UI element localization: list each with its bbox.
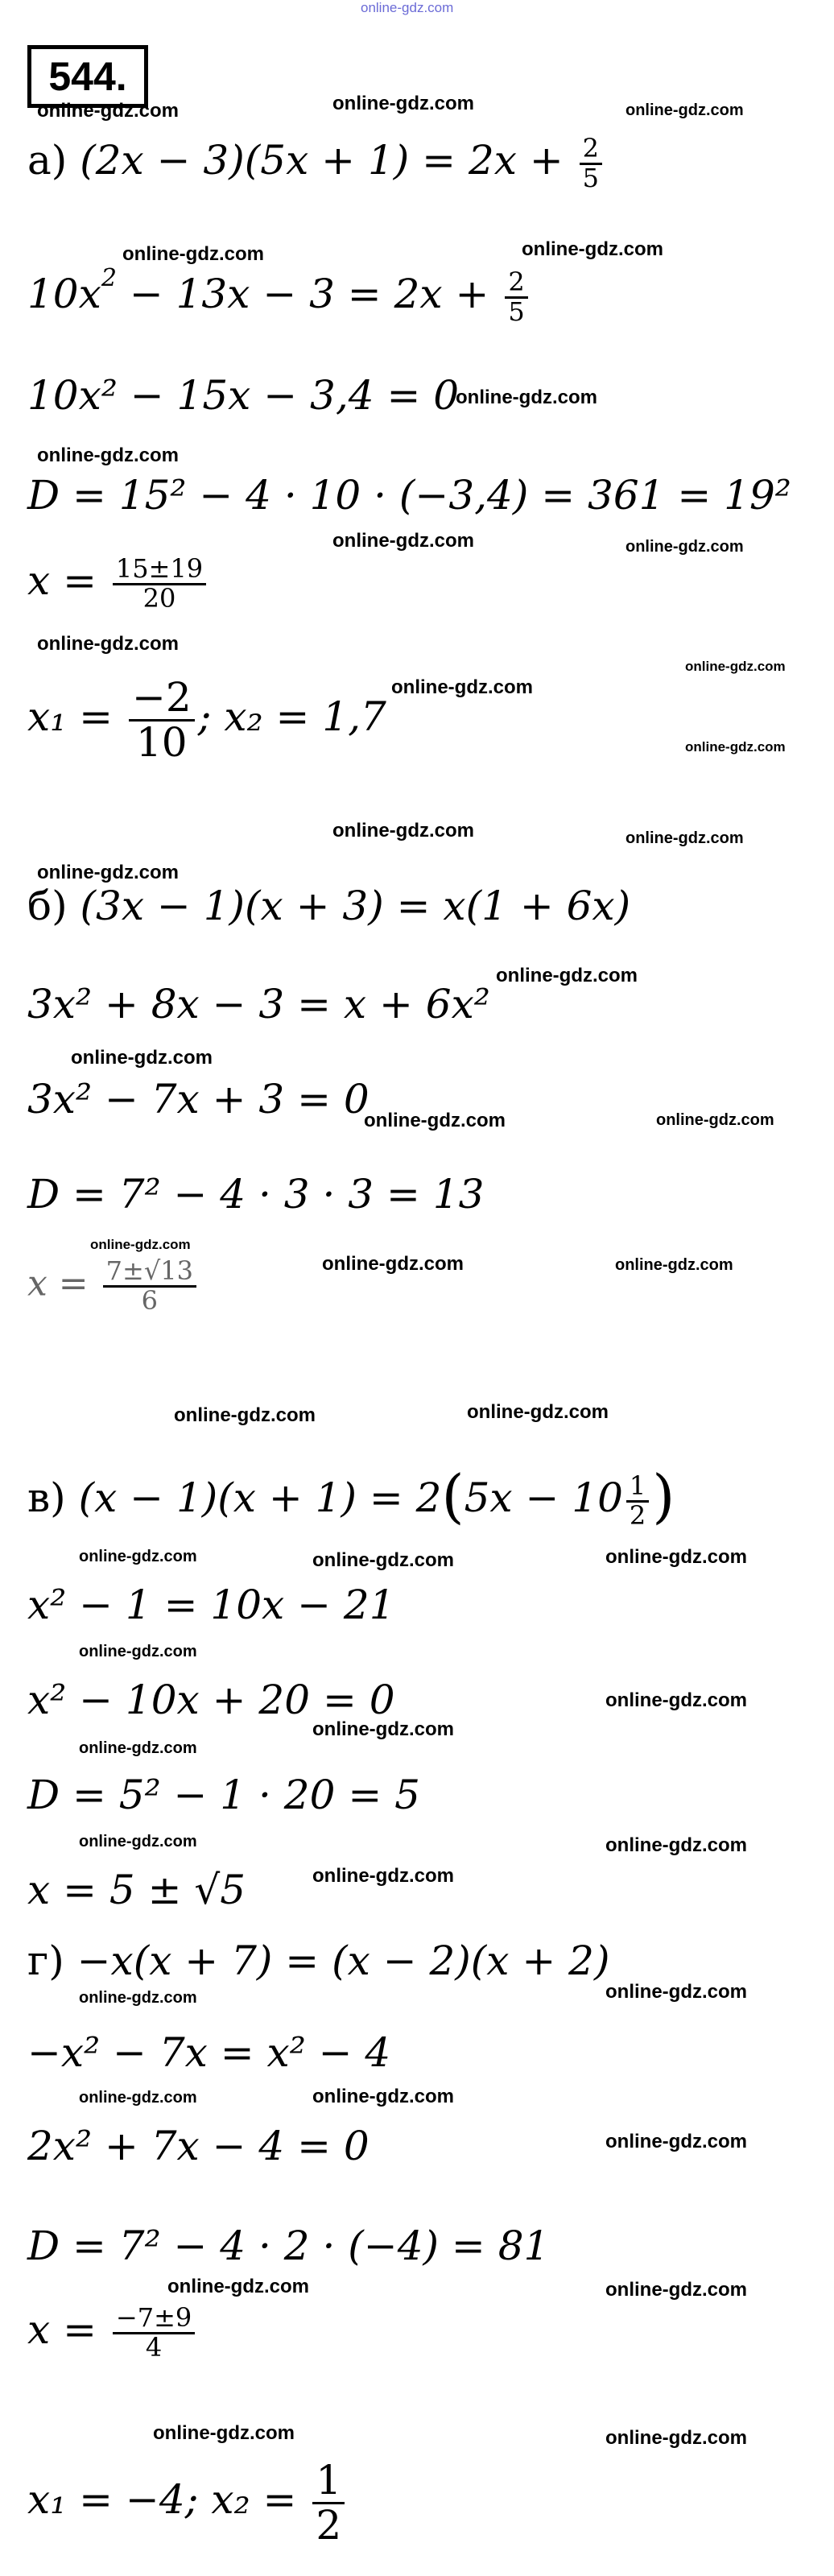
watermark: online-gdz.com bbox=[79, 1989, 197, 2007]
watermark: online-gdz.com bbox=[312, 1549, 454, 1571]
part-a-equation-1 bbox=[27, 135, 605, 192]
fraction-numerator: −2 bbox=[129, 676, 195, 722]
fraction-denominator: 5 bbox=[582, 162, 600, 193]
watermark: online-gdz.com bbox=[79, 1643, 197, 1660]
fraction-numerator: −7±9 bbox=[113, 2305, 195, 2334]
watermark: online-gdz.com bbox=[496, 965, 638, 986]
part-g-equation-6 bbox=[27, 2457, 348, 2549]
watermark: online-gdz.com bbox=[626, 538, 744, 556]
part-a-eq6-rest: ; x₂ = 1,7 bbox=[197, 693, 386, 740]
fraction-denominator: 20 bbox=[142, 582, 176, 614]
part-a-eq1-left: (2x − 3)(5x + 1) = 2x + bbox=[80, 137, 564, 184]
watermark: online-gdz.com bbox=[174, 1404, 316, 1426]
fraction bbox=[505, 269, 527, 325]
part-a-eq2-mid: − 13x − 3 = 2x + bbox=[116, 271, 489, 318]
fraction bbox=[312, 2457, 345, 2549]
watermark: online-gdz.com bbox=[37, 444, 179, 466]
fraction-denominator: 2 bbox=[629, 1499, 646, 1531]
watermark: online-gdz.com bbox=[312, 1718, 454, 1740]
watermark: online-gdz.com bbox=[332, 93, 474, 114]
fraction-denominator: 4 bbox=[145, 2331, 163, 2363]
part-b-equation-5 bbox=[27, 1255, 200, 1316]
fraction bbox=[113, 2302, 195, 2363]
part-v-equation-5: x = 5 ± √5 bbox=[27, 1867, 246, 1913]
part-g-eq5-left: x = bbox=[27, 2306, 97, 2354]
watermark: online-gdz.com bbox=[467, 1401, 609, 1423]
watermark: online-gdz.com bbox=[71, 1047, 213, 1069]
watermark: online-gdz.com bbox=[605, 1546, 747, 1568]
watermark: online-gdz.com bbox=[312, 2086, 454, 2107]
fraction-denominator: 6 bbox=[141, 1284, 158, 1316]
fraction-numerator: 1 bbox=[626, 1473, 649, 1503]
watermark: online-gdz.com bbox=[153, 2422, 295, 2444]
watermark: online-gdz.com bbox=[391, 676, 533, 698]
watermark: online-gdz.com bbox=[605, 2131, 747, 2152]
watermark: online-gdz.com bbox=[615, 1256, 733, 1274]
watermark: online-gdz.com bbox=[626, 829, 744, 847]
problem-number: 544. bbox=[27, 45, 148, 108]
part-g-label: г) bbox=[27, 1937, 64, 1984]
part-a-eq2-left: 10x bbox=[27, 271, 101, 318]
part-b-eq5-left: x = bbox=[27, 1263, 89, 1305]
part-v-eq1-inner: 5x − 10 bbox=[464, 1474, 623, 1521]
watermark: online-gdz.com bbox=[656, 1111, 774, 1129]
part-g-equation-2: −x² − 7x = x² − 4 bbox=[27, 2029, 391, 2076]
fraction-denominator: 10 bbox=[135, 718, 188, 766]
watermark: online-gdz.com bbox=[322, 1253, 464, 1275]
fraction-denominator: 2 bbox=[316, 2501, 342, 2549]
watermark: online-gdz.com bbox=[312, 1865, 454, 1887]
watermark: online-gdz.com bbox=[79, 1833, 197, 1850]
watermark: online-gdz.com bbox=[605, 1981, 747, 2003]
watermark: online-gdz.com bbox=[90, 1237, 191, 1252]
watermark: online-gdz.com bbox=[456, 387, 597, 408]
part-a-equation-4: D = 15² − 4 · 10 · (−3,4) = 361 = 19² bbox=[27, 472, 791, 519]
part-g-equation-4: D = 7² − 4 · 2 · (−4) = 81 bbox=[27, 2222, 550, 2269]
part-a-equation-3: 10x² − 15x − 3,4 = 0 bbox=[27, 372, 460, 419]
watermark: online-gdz.com bbox=[79, 1739, 197, 1757]
watermark: online-gdz.com bbox=[685, 739, 786, 755]
watermark: online-gdz.com bbox=[122, 243, 264, 265]
fraction-numerator: 2 bbox=[505, 269, 527, 299]
fraction bbox=[626, 1470, 649, 1531]
fraction bbox=[580, 135, 602, 192]
watermark: online-gdz.com bbox=[79, 2089, 197, 2107]
part-b-equation-4: D = 7² − 4 · 3 · 3 = 13 bbox=[27, 1171, 485, 1218]
fraction-numerator: 1 bbox=[312, 2459, 345, 2504]
part-g-eq1: −x(x + 7) = (x − 2)(x + 2) bbox=[76, 1937, 610, 1984]
fraction-numerator: 2 bbox=[580, 135, 602, 165]
part-a-label: а) bbox=[27, 137, 68, 184]
top-watermark: online-gdz.com bbox=[361, 0, 454, 15]
part-v-label: в) bbox=[27, 1474, 66, 1521]
part-b-equation-2: 3x² + 8x − 3 = x + 6x² bbox=[27, 981, 490, 1028]
part-v-equation-2: x² − 1 = 10x − 21 bbox=[27, 1582, 395, 1628]
part-b-equation-1 bbox=[27, 883, 631, 929]
watermark: online-gdz.com bbox=[332, 530, 474, 552]
fraction-denominator: 5 bbox=[508, 296, 525, 327]
part-a-eq6-x1: x₁ = bbox=[27, 693, 114, 740]
watermark: online-gdz.com bbox=[79, 1548, 197, 1565]
watermark: online-gdz.com bbox=[605, 2279, 747, 2301]
part-v-equation-4: D = 5² − 1 · 20 = 5 bbox=[27, 1772, 420, 1818]
fraction bbox=[129, 674, 195, 766]
part-g-equation-5 bbox=[27, 2302, 198, 2363]
part-a-eq5-left: x = bbox=[27, 557, 97, 605]
watermark: online-gdz.com bbox=[522, 238, 663, 260]
watermark: online-gdz.com bbox=[37, 100, 179, 122]
watermark: online-gdz.com bbox=[167, 2276, 309, 2297]
part-b-equation-3: 3x² − 7x + 3 = 0 bbox=[27, 1076, 370, 1123]
part-g-eq6-left: x₁ = −4; x₂ = bbox=[27, 2476, 297, 2523]
watermark: online-gdz.com bbox=[605, 1689, 747, 1711]
part-b-label: б) bbox=[27, 883, 68, 929]
watermark: online-gdz.com bbox=[37, 633, 179, 655]
part-a-equation-2: $10x^2 - 13x - 3 = 2x$ + $\frac{2}{5}$ bbox=[27, 269, 531, 325]
part-v-equation-3: x² − 10x + 20 = 0 bbox=[27, 1677, 395, 1723]
watermark: online-gdz.com bbox=[605, 2427, 747, 2449]
watermark: online-gdz.com bbox=[605, 1834, 747, 1856]
watermark: online-gdz.com bbox=[332, 820, 474, 841]
part-a-equation-5 bbox=[27, 553, 209, 614]
watermark: online-gdz.com bbox=[37, 862, 179, 883]
fraction bbox=[113, 553, 206, 614]
watermark: online-gdz.com bbox=[685, 659, 786, 674]
part-v-equation-1: в) (x − 1)(x + 1) = 2(5x − 10 $\frac{1}{2}$ ) bbox=[27, 1462, 675, 1531]
watermark: online-gdz.com bbox=[364, 1110, 506, 1131]
part-a-equation-6 bbox=[27, 674, 386, 766]
part-v-eq1-left: (x − 1)(x + 1) = 2 bbox=[78, 1474, 442, 1521]
fraction-numerator: 15±19 bbox=[113, 556, 206, 585]
part-b-eq1: (3x − 1)(x + 3) = x(1 + 6x) bbox=[80, 883, 631, 929]
part-g-equation-1 bbox=[27, 1937, 610, 1984]
fraction-numerator: 7±√13 bbox=[103, 1258, 196, 1288]
watermark: online-gdz.com bbox=[626, 101, 744, 119]
fraction bbox=[103, 1255, 196, 1316]
part-g-equation-3: 2x² + 7x − 4 = 0 bbox=[27, 2123, 370, 2169]
